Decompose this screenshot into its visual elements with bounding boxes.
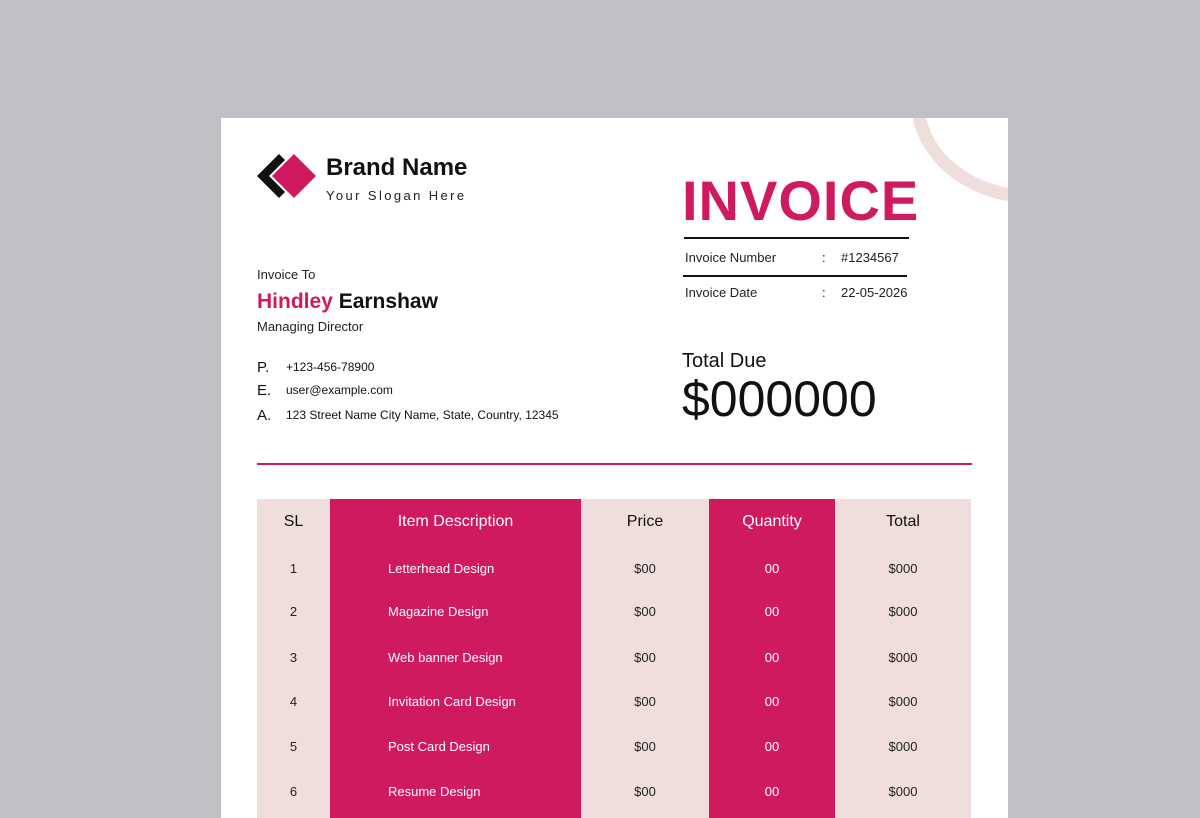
- header-description: Item Description: [397, 513, 514, 530]
- cell-total: $000: [888, 650, 918, 665]
- brand-logo-icon: [257, 154, 317, 198]
- column-total: [835, 499, 971, 818]
- cell-qty: 00: [764, 694, 780, 709]
- cell-total: $000: [888, 739, 918, 754]
- cell-desc: Invitation Card Design: [388, 694, 516, 709]
- client-last-name: Earnshaw: [338, 290, 438, 313]
- invoice-to-label: Invoice To: [257, 267, 316, 282]
- header-price: Price: [626, 513, 664, 530]
- cell-sl: 3: [289, 650, 298, 665]
- email-key: E.: [257, 382, 272, 399]
- phone-value: +123-456-78900: [286, 360, 375, 374]
- cell-qty: 00: [764, 561, 780, 576]
- brand-slogan: Your Slogan Here: [326, 188, 467, 203]
- separator: :: [822, 285, 826, 300]
- header-total: Total: [886, 513, 920, 530]
- address-value: 123 Street Name City Name, State, Country, 12345: [286, 408, 559, 422]
- items-table: [257, 499, 971, 818]
- cell-qty: 00: [764, 739, 780, 754]
- cell-total: $000: [888, 784, 918, 799]
- cell-sl: 6: [289, 784, 298, 799]
- divider: [684, 237, 909, 239]
- cell-price: $00: [634, 650, 656, 665]
- cell-price: $00: [634, 604, 656, 619]
- decorative-arc: [911, 118, 1008, 203]
- invoice-page: [221, 118, 1008, 818]
- cell-price: $00: [634, 784, 656, 799]
- cell-total: $000: [888, 694, 918, 709]
- brand-name: Brand Name: [326, 154, 468, 181]
- section-divider: [257, 463, 972, 465]
- phone-key: P.: [257, 359, 270, 376]
- invoice-date: 22-05-2026: [841, 285, 908, 300]
- separator: :: [822, 250, 826, 265]
- cell-sl: 5: [289, 739, 298, 754]
- cell-sl: 1: [289, 561, 298, 576]
- client-first-name: Hindley: [257, 290, 333, 313]
- column-quantity: [709, 499, 835, 818]
- client-role: Managing Director: [257, 319, 364, 334]
- cell-desc: Letterhead Design: [388, 561, 495, 576]
- cell-sl: 2: [289, 604, 298, 619]
- cell-price: $00: [634, 561, 656, 576]
- cell-qty: 00: [764, 784, 780, 799]
- email-value: user@example.com: [286, 383, 393, 397]
- invoice-title: INVOICE: [682, 169, 920, 232]
- invoice-number-label: Invoice Number: [685, 250, 777, 265]
- header-quantity: Quantity: [742, 513, 802, 530]
- column-price: [581, 499, 709, 818]
- cell-total: $000: [888, 604, 918, 619]
- divider: [683, 275, 907, 277]
- cell-qty: 00: [764, 650, 780, 665]
- cell-sl: 4: [289, 694, 298, 709]
- column-description: [330, 499, 581, 818]
- cell-desc: Resume Design: [388, 784, 481, 799]
- invoice-number: #1234567: [841, 250, 899, 265]
- invoice-date-label: Invoice Date: [685, 285, 758, 300]
- address-key: A.: [257, 407, 272, 424]
- header-sl: SL: [283, 513, 304, 530]
- cell-price: $00: [634, 694, 656, 709]
- column-sl: [257, 499, 330, 818]
- cell-qty: 00: [764, 604, 780, 619]
- cell-price: $00: [634, 739, 656, 754]
- cell-desc: Post Card Design: [388, 739, 490, 754]
- cell-desc: Web banner Design: [388, 650, 503, 665]
- cell-total: $000: [888, 561, 918, 576]
- cell-desc: Magazine Design: [388, 604, 489, 619]
- client-name: [257, 290, 438, 314]
- total-due-label: Total Due: [682, 350, 767, 372]
- total-due-value: $000000: [682, 371, 877, 427]
